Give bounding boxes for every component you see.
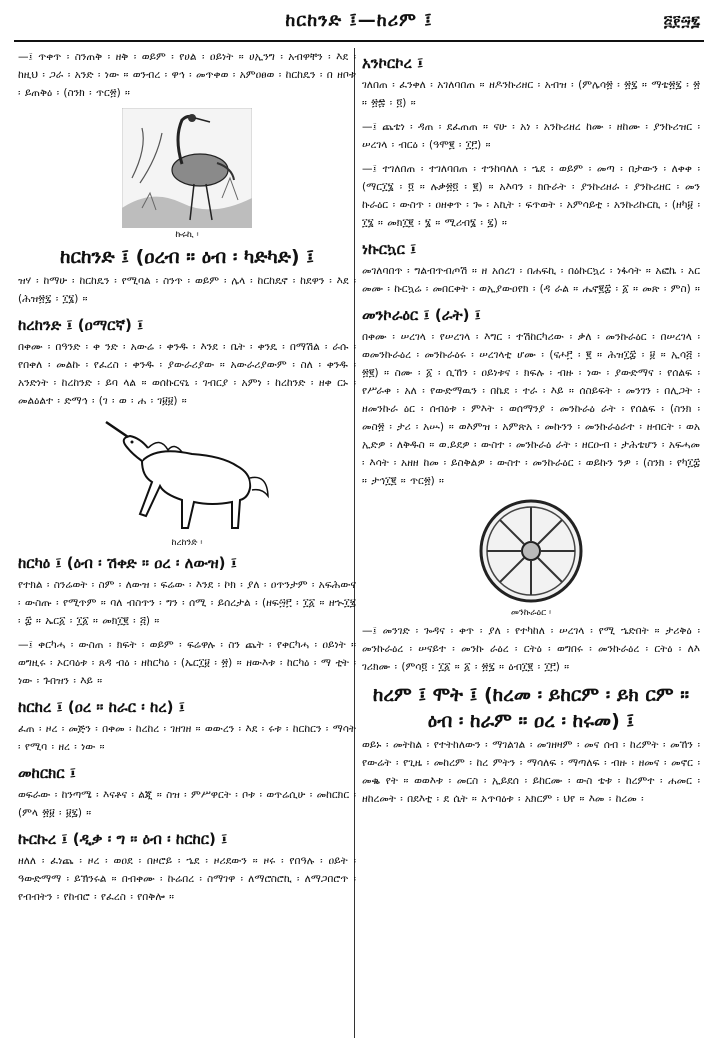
entry-headword: ከረከንድ ፤ (ዐማርኛ) ፤ [18,316,144,334]
entry-text: —፤ ጥቀጥ ፡ ስንጠቅ ፡ ዘቅ ፡ ወይም ፡ የሀል ፡ ዐይነት ። ሀኢንግ ፡ አብዋቸን ፡ እደ ፡ ከዚህ ፡ ጋራ ፡ አንድ ፡ ነው ። ወንብረ ፡ ዋኅ ፡ መጥቀወ ፡ አምዐፀወ ፡ ከርከዴን ፡ በ ዘቦቱ ፡ ይጠቅዕ ፡ (ስንክ ፡ ጥር፳) ። [18,51,356,99]
entry-text: ዝሃ ፡ ከማሁ ፡ ከርከዴን ፡ የሚባል ፡ ስንጥ ፡ ወይም ፡ ሌላ ፡ ከርከዴኖ ፡ ከደዋን ፡ እደ ፡ (ሕዝ፳፯ ፡ ፲፮) ። [18,275,356,305]
entry-headword: ከረም ፤ ሞት ፤ (ከረመ ፡ ይከርም ፡ ይክ ርም ። ዕብ ፡ ከራም ። ዐረ ፡ ከሩመ) ፤ [372,684,690,732]
wheel-figure [362,496,700,618]
entry-headword: ኩርኩረ ፤ (ዲቃ ፡ ግ ። ዕብ ፡ ከርከር) ፤ [18,830,228,848]
page-header [14,6,704,42]
figure-caption: መንኩራዕር ፡ [510,608,552,618]
entry-text: —፤ ተገለበጠ ፡ ተገለባበጠ ፡ ተንከባለለ ፡ ኄደ ፡ ወይም ፡ መጣ ፡ በታውን ፡ ለቀቀ ፡ (ማር፲፮ ፡ ፬ ። ሉቃ፳፬ ፡ ፪) ። አእባን ፡ ክቡራት ፡ ያንኩሪዘራ ፡ ያንኩሪዘር ፡ መን ኩራዕር ፡ ውስጥ ፡ ዐዘቀጥ ፡ ጐ ፡ አኪት ፡ ፍጥወት ፡ አምሳይቲ ፡ አንኩሪኩርኪ ፡ (ዘካ፱ ፡ ፲፮ ። መክ፲፪ ፡ ፮ ። ሚሪብ፮ ፡ ፯) ። [362,163,700,229]
entry-text: ገለበጠ ፡ ፈንቀለ ፡ አገለባበጠ ። ዘዶንኩሪዘር ፡ አብዝ ፡ (ምሌሳ፳ ፡ ፳፯ ። ማቴ፳፯ ፡ ፳ ። ፳፷ ፡ ፬) ። [362,79,700,109]
unicorn-illustration [102,416,272,536]
entry-headword: ከርከንድ ፤ (ዐረብ ። ዕብ ፡ ካድካድ) ፤ [60,246,314,268]
crane-figure [18,108,356,240]
entry-text: —፤ መንገድ ፡ ጐዳና ፡ ቀጥ ፡ ያለ ፡ የተካከለ ፡ ሠረገላ ፡ የሚ ኄድበት ። ታሪቅዕ ፡ መንኩራዕረ ፡ ሠናይተ ፡ መንኩ ራዕረ ፡ ርትዕ ፡ ወግበሩ ፡ መንኩራዕረ ፡ ርትዕ ፡ ለእ ገሪክሙ ፡ (ምሳ፬ ፡ ፲፩ ። ፩ ፡ ፳፯ ። ዕብ፲፪ ፡ ፲፫) ። [362,625,700,673]
entry-headword: መከርክር ፤ [18,764,76,782]
crane-illustration [122,108,252,228]
entry-text: የተክል ፡ ስንሬወት ፡ ስም ፡ ለውዝ ፡ ፍሬው ፡ እንደ ፡ ኮክ ፡ ያለ ፡ ዐጥንታም ፡ አፍሕውና ፡ ውስጡ ፡ የሚጥም ። ባለ ብስጥን ፡ ግን ፡ ሰሚ ፡ ይሰረታል ፡ (ዘፍ፵፫ ፡ ፲፩ ። ዘኊ፲፯ ፡ ፰ ። ኤር፩ ፡ ፲፩ ። መክ፲፪ ፡ ፭) ። [18,579,356,627]
entry-headword: አንኮርኮረ ፤ [362,54,424,72]
page-number: ፭፻፵፯ [663,12,700,30]
entry-text: —፤ ጨቴነ ፡ ዳጠ ፡ ደፈጠጠ ። ናሁ ፡ አነ ፡ አንኩሪዘረ ከሙ ፡ ዘከሙ ፡ ያንኩሪዝር ፡ ሠረገላ ፡ ብርዕ ፡ (ዓሞ፪ ፡ ፲፫) ። [362,121,700,151]
entry-text: ፈጠ ፡ ዞረ ፡ መጅን ፡ በቀመ ፡ ከረከረ ፡ ገዘገዘ ። ወውረን ፡ እደ ፡ ሩቱ ፡ ከርከርን ፡ ማሳት ፡ የሚባ ፡ ዘረ ፡ ነው ። [18,723,356,753]
running-title: ከርከንድ ፤—ከሪም ፤ [285,10,433,31]
wheel-illustration [476,496,586,606]
entry-text: በቀሙ ፡ ሠረገላ ፡ የሠረገላ ፡ እግር ፡ ተሽከርካሪው ፡ ቃለ ፡ መንኩራዕር ፡ በሠረገላ ፡ ወመንኩራዕረ ፡ መንኩራዕሩ ፡ ሠረገላቲ ሆሙ ፡ (ናሖ፫ ፡ ፪ ። ሕዝ፲፰ ፡ ፱ ። ኢሳ፭ ፡ ፳፪) ። ስሙ ፡ ፩ ፡ ሲኸን ፡ ዐይነቱና ፡ ክፍሉ ፡ ብዙ ፡ ነው ፡ ያውድማና ፡ የሰልፍ ፡ የሥራቀ ፡ አለ ፡ የውድማዉን ፡ በኬደ ፡ ተራ ፡ እይ ። ሰስይፍት ፡ መንገን ፡ በሊጋት ፡ ዘመንኩራ ዕር ፡ ሰብዕቱ ፡ ምእት ፡ ወሰማንያ ፡ መንኩራዕ ራት ፡ የሰልፍ ፡ (ስንክ ፡ መስ፳ ፡ ታሪ ፡ አሡ) ። ወእምዝ ፡ አምጽአ ፡ መኩንን ፡ መንኩራዕራተ ፡ ዘብርት ፡ ወአ ኢድዎ ፡ ለቅዱስ ። ወ.ይደዎ ፡ ውስተ ፡ መንኩራዕ ራት ፡ ዘርዑብ ፡ ታሕቴሆን ፡ አፍሓመ ፡ እሳት ፡ አዘዘ ከመ ፡ ይስቅልዎ ፡ ውስተ ፡ መንኩራዕር ፡ ወይኩን ንዎ ፡ (ስንክ ፡ የካ፲፰ ። ታኅ፲፪ ። ጥር፳) ። [362,331,700,487]
entry-text: ወፍራው ፡ ከንጣሜ ፡ እናቶና ፡ ልጂ ። ስዝ ፡ ምሥዋርት ፡ ቦቱ ፡ ወጥሬሲሁ ፡ መከርክር ፡ (ምላ ፳፱ ፡ ፱፯) ። [18,789,356,819]
entry-text: ወይኑ ፡ መትከል ፡ የተትከለውን ፡ ማገልገል ፡ መገዘዛም ፡ መና ሰብ ፡ ከረምት ፡ መኸን ፡ የውሬት ፡ የጊዜ ፡ መከረም ፡ ከረ ምትን ፡ ማሳለፍ ፡ ማጣለፍ ፡ ብዙ ፡ ዘመና ፡ መኖር ፡ መቈ የት ። ወወእቱ ፡ መርስ ፡ ኢይደሰ ፡ ይከርሙ ፡ ውስ ቴቱ ፡ ከረምተ ፡ ሐመር ፡ ዘከረመት ፡ በደእቲ ፡ ደ ሴት ። አጥባዕቱ ፡ አክርም ፡ ህየ ። እመ ፡ ከረመ ፡ [362,739,700,805]
entry-text: በቀሙ ፡ በዓንድ ፡ ቀ ንድ ፡ አውሬ ፡ ቀንዱ ፡ እንደ ፡ ቤት ፡ ቀንዴ ፡ በማሽል ፡ ራሱ ፡ የበቀለ ፡ መልኩ ፡ የፈረስ ፡ ቀንዱ ፡ ያውራሪያው ። አውራሪያውም ፡ ስለ ፡ ቀንዱ ፡ አንድነት ፡ ከረከንድ ፡ ይባ ላል ። ወሰኩርናኒ ፡ ገብርያ ፡ አምነ ፡ ከረከንድ ፡ ዘቀ ርኑ ፡ መልዕልተ ፡ ድማኅ ፡ (ገ ፡ ወ ፡ ሐ ፡ ገ፱፱) ። [18,341,356,407]
left-column [18,48,356,1038]
entry-text: መገለባበጥ ፡ ግልብጥብጦሽ ። ዘ አሰረገ ፡ በሐፍኪ ፡ በዕኩርኳረ ፡ ነፋሳት ። አፎኬ ፡ አር መሙ ፡ ኩርኳሬ ፡ መበርቀት ፡ ወኢያውዐየክ ፡ (ዳ ራል ። ሔኖ፪፰ ፡ ፩ ። መጽ ፡ ምስ) ። [362,265,700,295]
unicorn-figure [18,416,356,548]
entry-headword: ከርካዕ ፤ (ዕብ ፡ ሽቀድ ። ዐረ ፡ ለውዝ) ፤ [18,554,237,572]
entry-headword: ነኩርኳር ፤ [362,240,417,258]
entry-headword: መንኮራዕር ፤ (ራት) ፤ [362,306,481,324]
entry-text: —፤ ቀርካሓ ፡ ውስጠ ፡ ክፍት ፡ ወይም ፡ ፍሬዋሉ ፡ ስን ጨት ፡ የቀርካሓ ፡ ዐይነት ። ወግዚሩ ፡ ኦርባዕቱ ፡ ጸዳ ብዕ ፡ ዘከርካዕ ፡ (ኤር፲፱ ፡ ፳) ። ዘውእቱ ፡ ከርካዕ ፡ ማ ቲት ፡ ነው ፡ ጉበዝን ፡ እይ ። [18,639,356,687]
entry-text: ዘለለ ፡ ፈነጨ ፡ ዞረ ፡ ወዐደ ፡ በዞሮይ ፡ ኄደ ፡ ዞሪደውን ። ዞሩ ፡ የበዓሉ ፡ ዐይት ፡ ዓውድማማ ፡ ይኽንሩል ። በብቀሙ ፡ ኩሬበረ ፡ ስማገዋ ፡ ለማሮስሮኪ ፡ ለማጋበሮጥ ፡ የብብትን ፡ የከብሮ ፡ የፈረስ ፡ የበቅሎ ። [18,855,356,903]
right-column [362,48,700,1038]
figure-caption: ከረከንድ ፡ [171,538,203,548]
figure-caption: ኩሩኪ ፡ [175,230,199,240]
entry-headword: ከርከረ ፤ (ዐረ ። ከራር ፡ ከረ) ፤ [18,698,185,716]
